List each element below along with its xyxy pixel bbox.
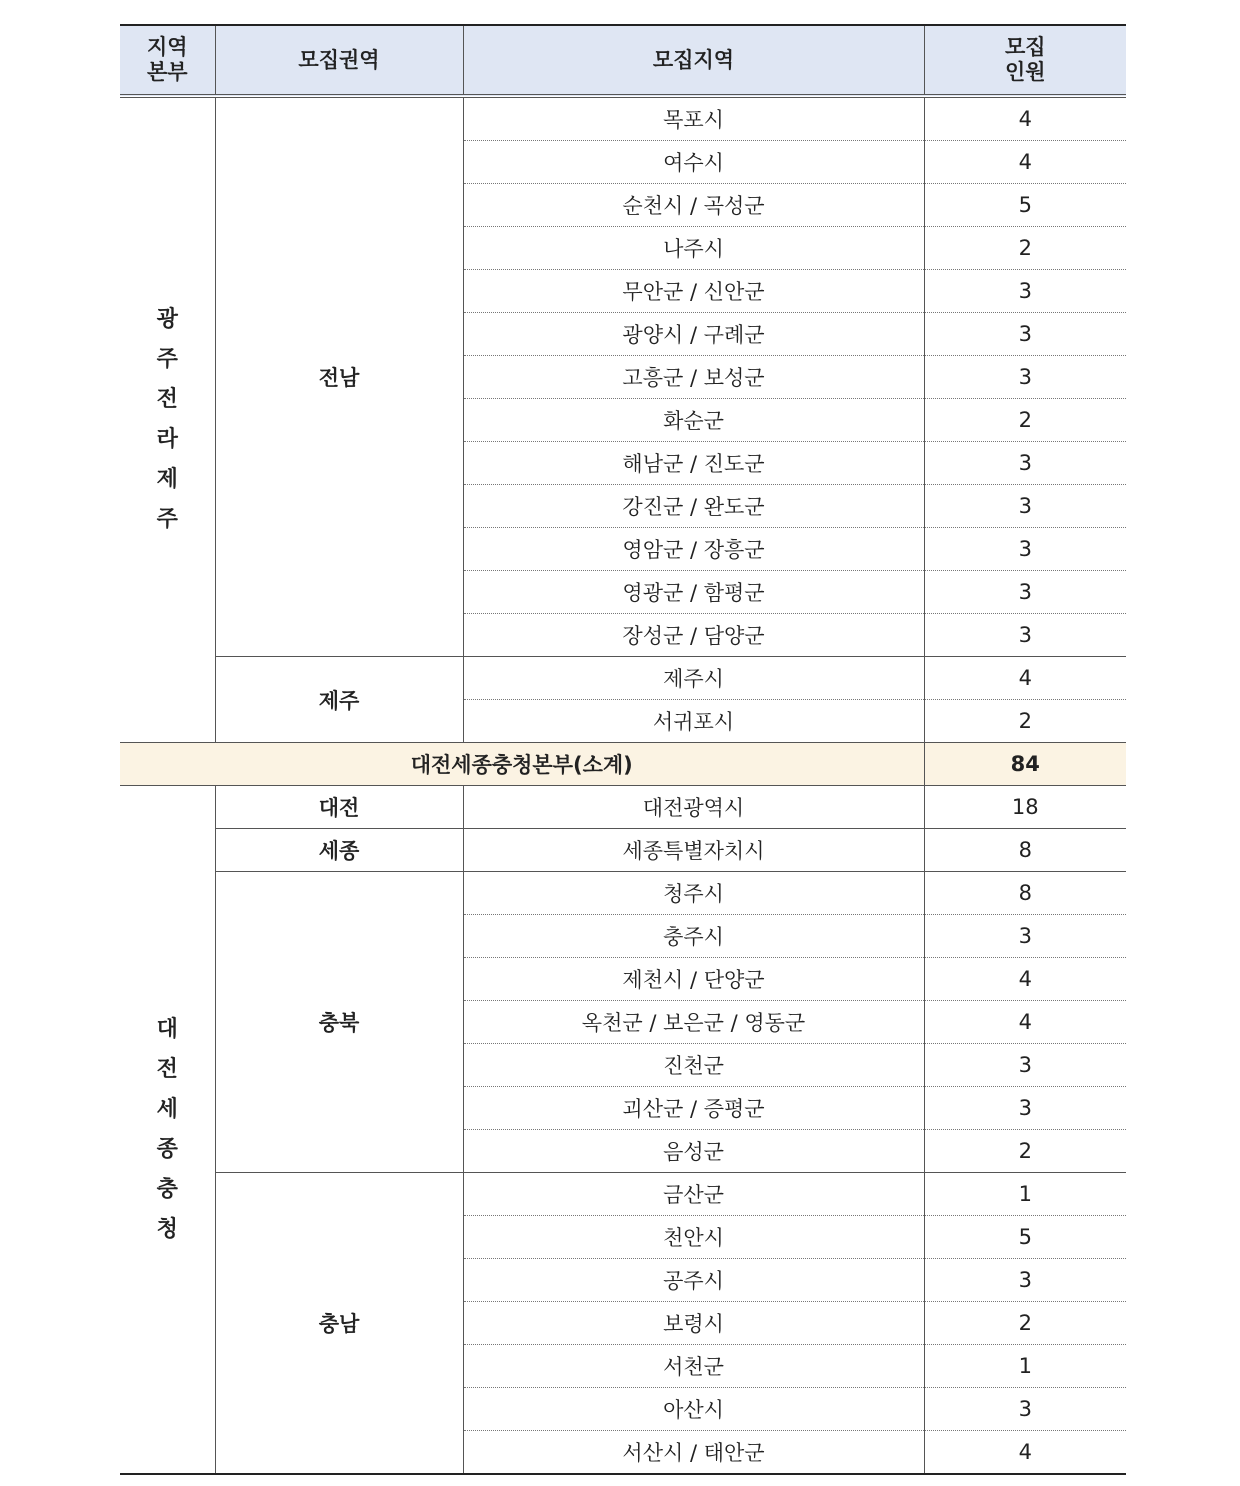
- header-area: 모집권역: [215, 25, 463, 96]
- hq-char: 전: [156, 1056, 178, 1082]
- hq-char: 제: [156, 467, 178, 492]
- count-cell: 5: [924, 1216, 1126, 1259]
- region-cell: 충주시: [463, 915, 924, 958]
- region-cell: 장성군 / 담양군: [463, 614, 924, 657]
- count-cell: 2: [924, 1302, 1126, 1345]
- table-row: [120, 657, 1126, 700]
- region-cell: 아산시: [463, 1388, 924, 1431]
- count-cell: 2: [924, 1130, 1126, 1173]
- region-cell: 무안군 / 신안군: [463, 270, 924, 313]
- count-cell: 3: [924, 571, 1126, 614]
- count-cell: 3: [924, 614, 1126, 657]
- header-count: [924, 25, 1126, 96]
- hq-char: 세: [156, 1096, 178, 1122]
- region-cell: 제천시 / 단양군: [463, 958, 924, 1001]
- count-cell: 2: [924, 700, 1126, 743]
- table-row: [120, 1173, 1126, 1216]
- area-cell: 충남: [215, 1173, 463, 1475]
- subtotal-label: 대전세종충청본부(소계): [120, 743, 924, 786]
- region-cell: 대전광역시: [463, 786, 924, 829]
- hq-char: 충: [156, 1176, 178, 1202]
- table-row: [120, 96, 1126, 141]
- region-cell: 제주시: [463, 657, 924, 700]
- area-cell: 대전: [215, 786, 463, 829]
- count-cell: 3: [924, 442, 1126, 485]
- region-cell: 영암군 / 장흥군: [463, 528, 924, 571]
- table-row: [120, 786, 1126, 829]
- count-cell: 18: [924, 786, 1126, 829]
- header-hq: [120, 25, 215, 96]
- count-cell: 3: [924, 1044, 1126, 1087]
- header-count-line: 인원: [1004, 60, 1046, 84]
- subtotal-row: [120, 743, 1126, 786]
- count-cell: 1: [924, 1173, 1126, 1216]
- hq-cell: [120, 786, 215, 1475]
- hq-char: 청: [156, 1216, 178, 1242]
- count-cell: 8: [924, 872, 1126, 915]
- header-region: 모집지역: [463, 25, 924, 96]
- region-cell: 서천군: [463, 1345, 924, 1388]
- region-cell: 진천군: [463, 1044, 924, 1087]
- table-header: [120, 25, 1126, 96]
- header-hq-line: 본부: [146, 60, 188, 84]
- count-cell: 3: [924, 528, 1126, 571]
- table-body: [120, 96, 1126, 1474]
- count-cell: 4: [924, 96, 1126, 141]
- hq-cell: [120, 96, 215, 743]
- region-cell: 화순군: [463, 399, 924, 442]
- region-cell: 공주시: [463, 1259, 924, 1302]
- count-cell: 3: [924, 313, 1126, 356]
- area-cell: 제주: [215, 657, 463, 743]
- count-cell: 4: [924, 141, 1126, 184]
- count-cell: 5: [924, 184, 1126, 227]
- count-cell: 3: [924, 270, 1126, 313]
- region-cell: 음성군: [463, 1130, 924, 1173]
- area-cell: 전남: [215, 96, 463, 657]
- region-cell: 서귀포시: [463, 700, 924, 743]
- region-cell: 해남군 / 진도군: [463, 442, 924, 485]
- header-count-line: 모집: [1004, 35, 1046, 59]
- count-cell: 3: [924, 915, 1126, 958]
- region-cell: 금산군: [463, 1173, 924, 1216]
- hq-char: 주: [156, 507, 178, 532]
- region-cell: 여수시: [463, 141, 924, 184]
- area-cell: 세종: [215, 829, 463, 872]
- region-cell: 광양시 / 구례군: [463, 313, 924, 356]
- hq-char: 전: [156, 387, 178, 412]
- subtotal-count: 84: [924, 743, 1126, 786]
- area-cell: 충북: [215, 872, 463, 1173]
- hq-char: 광: [156, 307, 178, 332]
- region-cell: 청주시: [463, 872, 924, 915]
- region-cell: 보령시: [463, 1302, 924, 1345]
- count-cell: 3: [924, 485, 1126, 528]
- count-cell: 3: [924, 1087, 1126, 1130]
- header-hq-line: 지역: [146, 35, 188, 59]
- table-row: [120, 829, 1126, 872]
- count-cell: 4: [924, 657, 1126, 700]
- hq-char: 라: [156, 427, 178, 452]
- region-cell: 괴산군 / 증평군: [463, 1087, 924, 1130]
- region-cell: 고흥군 / 보성군: [463, 356, 924, 399]
- region-cell: 옥천군 / 보은군 / 영동군: [463, 1001, 924, 1044]
- count-cell: 3: [924, 1259, 1126, 1302]
- count-cell: 8: [924, 829, 1126, 872]
- count-cell: 4: [924, 1431, 1126, 1475]
- region-cell: 순천시 / 곡성군: [463, 184, 924, 227]
- hq-char: 종: [156, 1136, 178, 1162]
- region-cell: 영광군 / 함평군: [463, 571, 924, 614]
- region-cell: 서산시 / 태안군: [463, 1431, 924, 1475]
- hq-char: 주: [156, 347, 178, 372]
- count-cell: 2: [924, 227, 1126, 270]
- region-cell: 목포시: [463, 96, 924, 141]
- count-cell: 2: [924, 399, 1126, 442]
- count-cell: 4: [924, 958, 1126, 1001]
- region-cell: 세종특별자치시: [463, 829, 924, 872]
- region-cell: 나주시: [463, 227, 924, 270]
- table-row: [120, 872, 1126, 915]
- recruitment-table: [120, 24, 1126, 1475]
- count-cell: 3: [924, 356, 1126, 399]
- region-cell: 강진군 / 완도군: [463, 485, 924, 528]
- region-cell: 천안시: [463, 1216, 924, 1259]
- count-cell: 1: [924, 1345, 1126, 1388]
- hq-char: 대: [156, 1016, 178, 1042]
- count-cell: 3: [924, 1388, 1126, 1431]
- count-cell: 4: [924, 1001, 1126, 1044]
